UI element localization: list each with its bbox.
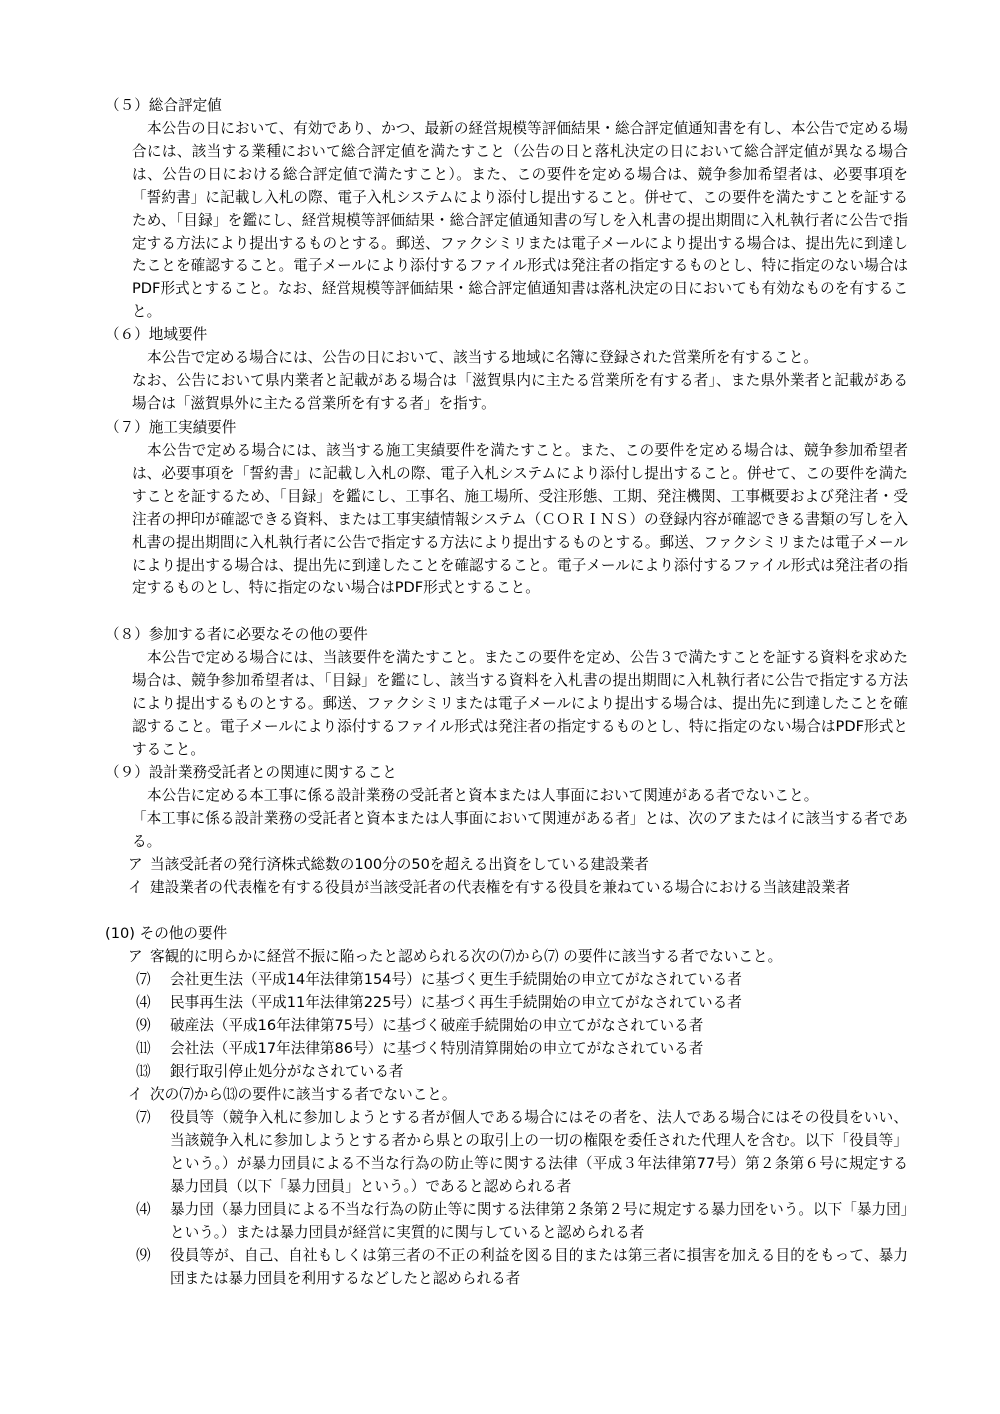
list-item-text: 破産法（平成16年法律第75号）に基づく破産手続開始の申立てがなされている者 [170, 1017, 704, 1034]
sub-list-item [136, 1199, 908, 1245]
list-marker: ⑺ [136, 1109, 151, 1126]
section-heading-5: （５）総合評定値 [105, 97, 222, 114]
section-body-7: 本公告で定める場合には、該当する施工実績要件を満たすこと。また、この要件を定める場合は、競争参加希望者は、必要事項を「誓約書」に記載し入札の際、電子入札システムにより添付し提出すること。併せて、この要件を満たすことを証するため、「目録」を鑑にし、工事名、施工場所、受注形態、工期、発注機関、工事概要および発注者・受注者の押印が確認できる資料、または工事実績情報システム（ＣＯＲＩＮＳ）の登録内容が確認できる書類の写しを入札書の提出期間に入札執行者に公告で指定する方法により提出するものとする。郵送、ファクシミリまたは電子メールにより提出する場合は、提出先に到達したことを確認すること。電子メールにより添付するファイル形式は発注者の指定するものとし、特に指定のない場合はPDF形式とすること。 [132, 442, 908, 597]
sub-list-item [136, 1107, 908, 1199]
sub-list-item [136, 1038, 908, 1061]
sub-list-item [136, 1245, 908, 1291]
list-item-text: 役員等が、自己、自社もしくは第三者の不正の利益を図る目的または第三者に損害を加える目的をもって、暴力団または暴力団員を利用するなどしたと認められる者 [170, 1247, 908, 1287]
list-marker: イ [128, 1086, 143, 1103]
list-marker: ⒀ [136, 1063, 151, 1080]
section-body-5: 本公告の日において、有効であり、かつ、最新の経営規模等評価結果・総合評定値通知書を有し、本公告で定める場合には、該当する業種において総合評定値を満たすこと（公告の日と落札決定の日において総合評定値が異なる場合は、公告の日における総合評定値で満たすこと）。また、この要件を定める場合は、競争参加希望者は、必要事項を「誓約書」に記載し入札の際、電子入札システムにより添付し提出すること。併せて、この要件を満たすことを証するため、「目録」を鑑にし、経営規模等評価結果・総合評定値通知書の写しを入札書の提出期間に入札執行者に公告で指定する方法により提出するものとする。郵送、ファクシミリまたは電子メールにより提出する場合は、提出先に到達したことを確認すること。電子メールにより添付するファイル形式は発注者の指定するものとし、特に指定のない場合はPDF形式とすること。なお、経営規模等評価結果・総合評定値通知書は落札決定の日においても有効なものを有すること。 [132, 120, 908, 321]
list-item-text: 建設業者の代表権を有する役員が当該受託者の代表権を有する役員を兼ねている場合における当該建設業者 [150, 879, 851, 896]
section-body-9-second: 「本工事に係る設計業務の受託者と資本または人事面において関連がある者」とは、次のアまたはイに該当する者である。 [132, 810, 908, 850]
list-marker: イ [128, 879, 143, 896]
list-item [128, 854, 908, 877]
list-item-text: 当該受託者の発行済株式総数の100分の50を超える出資をしている建設業者 [150, 856, 649, 873]
section-heading-8: （８）参加する者に必要なその他の要件 [105, 626, 368, 643]
sub-list-item [136, 1061, 908, 1084]
list-item-text: 役員等（競争入札に参加しようとする者が個人である場合にはその者を、法人である場合にはその役員をいい、当該競争入札に参加しようとする者から県との取引上の一切の権限を委任された代理人を含む。以下「役員等」という。）が暴力団員による不当な行為の防止等に関する法律（平成３年法律第77号）第２条第６号に規定する暴力団員（以下「暴力団員」という。）であると認められる者 [170, 1109, 908, 1195]
list-marker: ア [128, 856, 143, 873]
list-item [128, 877, 908, 900]
section-heading-7: （７）施工実績要件 [105, 419, 237, 436]
list-item-text: 会社法（平成17年法律第86号）に基づく特別清算開始の申立てがなされている者 [170, 1040, 704, 1057]
section-body-8: 本公告で定める場合には、当該要件を満たすこと。またこの要件を定め、公告３で満たすことを証する資料を求めた場合は、競争参加希望者は、「目録」を鑑にし、該当する資料を入札書の提出期間に入札執行者に公告で指定する方法により提出するものとする。郵送、ファクシミリまたは電子メールにより提出する場合は、提出先に到達したことを確認すること。電子メールにより添付するファイル形式は発注者の指定するものとし、特に指定のない場合はPDF形式とすること。 [132, 649, 908, 758]
sub-list-item [136, 992, 908, 1015]
list-item-text: 暴力団（暴力団員による不当な行為の防止等に関する法律第２条第２号に規定する暴力団をいう。以下「暴力団」という。）または暴力団員が経営に実質的に関与していると認められる者 [170, 1201, 908, 1241]
list-item-text: 客観的に明らかに経営不振に陥ったと認められる次の⑺から⑺ の要件に該当する者でないこと。 [150, 948, 783, 965]
list-marker: ⑼ [136, 1017, 151, 1034]
list-marker: ⑼ [136, 1247, 151, 1264]
section-heading-6: （６）地域要件 [105, 326, 208, 343]
sub-list-item [136, 1015, 908, 1038]
list-marker: ⑷ [136, 1201, 151, 1218]
sub-list-item [136, 969, 908, 992]
list-item-text: 会社更生法（平成14年法律第154号）に基づく更生手続開始の申立てがなされている者 [170, 971, 742, 988]
list-marker: ⑷ [136, 994, 151, 1011]
list-item-text: 民事再生法（平成11年法律第225号）に基づく再生手続開始の申立てがなされている者 [170, 994, 742, 1011]
section-body-6-second: なお、公告において県内業者と記載がある場合は「滋賀県内に主たる営業所を有する者」、また県外業者と記載がある場合は「滋賀県外に主たる営業所を有する者」を指す。 [132, 372, 908, 412]
list-item [128, 1084, 908, 1107]
list-item [128, 946, 908, 969]
section-heading-9: （９）設計業務受託者との関連に関すること [105, 764, 397, 781]
list-item-text: 銀行取引停止処分がなされている者 [170, 1063, 404, 1080]
list-item-text: 次の⑺から⒀の要件に該当する者でないこと。 [150, 1086, 457, 1103]
list-marker: ⑺ [136, 971, 151, 988]
list-marker: ア [128, 948, 143, 965]
list-marker: ⑾ [136, 1040, 151, 1057]
section-body-9-first: 本公告に定める本工事に係る設計業務の受託者と資本または人事面において関連がある者でないこと。 [147, 787, 819, 804]
section-heading-10: (10) その他の要件 [105, 925, 228, 942]
section-body-6-first: 本公告で定める場合には、公告の日において、該当する地域に名簿に登録された営業所を有すること。 [147, 349, 819, 366]
